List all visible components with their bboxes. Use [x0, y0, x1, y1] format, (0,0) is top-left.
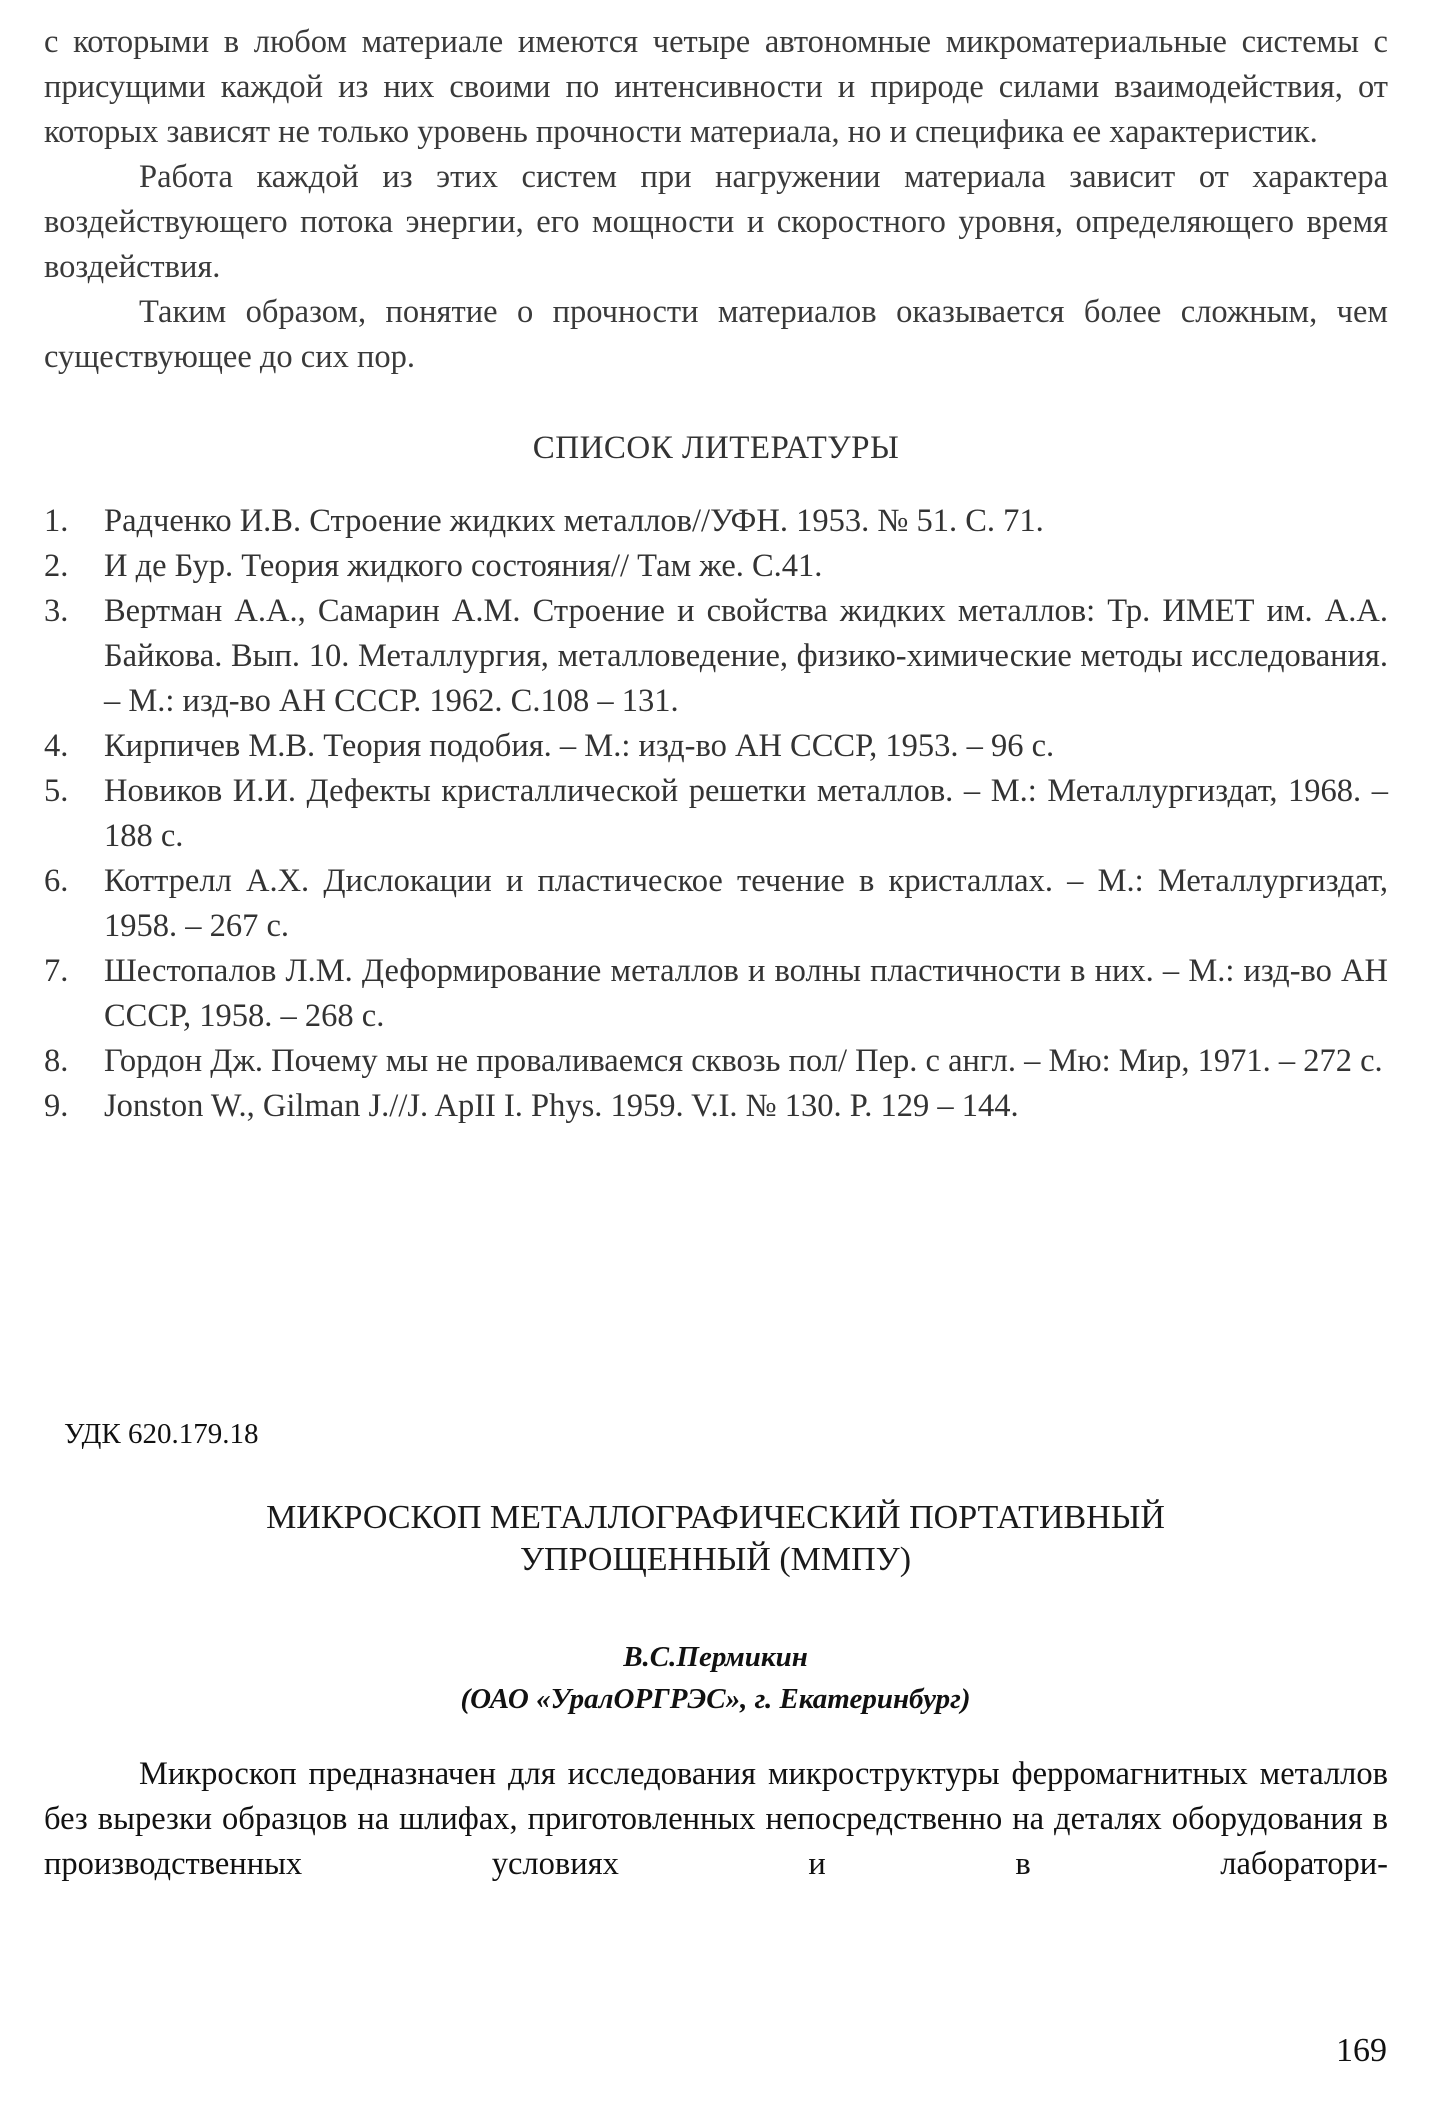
reference-item: [44, 499, 1388, 544]
body-paragraph-2: Работа каждой из этих систем при нагружении материала зависит от характера воздействующего потока энергии, его мощности и скоростного уровня, определяющего время воздействия.: [44, 159, 1388, 285]
reference-text: Шестопалов Л.М. Деформирование металлов и волны пластичности в них. – М.: изд-во АН СССР, 1958. – 268 с.: [104, 953, 1388, 1034]
reference-item: [44, 1039, 1388, 1084]
author-block: [0, 1636, 1431, 1720]
reference-text: Радченко И.В. Строение жидких металлов//УФН. 1953. № 51. С. 71.: [104, 503, 1044, 539]
reference-text: Гордон Дж. Почему мы не проваливаемся сквозь пол/ Пер. с англ. – Мю: Мир, 1971. – 272 с.: [104, 1043, 1383, 1079]
reference-item: [44, 949, 1388, 1039]
article-title-line-1: МИКРОСКОП МЕТАЛЛОГРАФИЧЕСКИЙ ПОРТАТИВНЫЙ: [266, 1499, 1165, 1536]
references-title: СПИСОК ЛИТЕРАТУРЫ: [532, 430, 900, 466]
reference-text: Jonston W., Gilman J.//J. ApII I. Phys. 1959. V.I. № 130. P. 129 – 144.: [104, 1088, 1019, 1124]
author-affiliation: (ОАО «УралОРГРЭС», г. Екатеринбург): [460, 1683, 971, 1715]
reference-number: 4.: [44, 728, 69, 764]
reference-item: [44, 1084, 1388, 1129]
reference-item: [44, 724, 1388, 769]
reference-text: И де Бур. Теория жидкого состояния// Там же. С.41.: [104, 548, 823, 584]
reference-number: 3.: [44, 593, 69, 629]
reference-number: 1.: [44, 503, 69, 539]
body-paragraph-1: с которыми в любом материале имеются четыре автономные микроматериальные системы с присущими каждой из них своими по интенсивности и природе силами взаимодействия, от которых зависят не только уровень прочности материала, но и специфика ее характеристик.: [44, 24, 1388, 150]
reference-item: [44, 544, 1388, 589]
article-intro-paragraph: Микроскоп предназначен для исследования микроструктуры ферромагнитных металлов без вырезки образцов на шлифах, приготовленных непосредственно на деталях оборудования в производственных условиях и в лаборатори-: [44, 1756, 1388, 1882]
reference-number: 8.: [44, 1043, 69, 1079]
reference-number: 5.: [44, 773, 69, 809]
page-number: 169: [1336, 2032, 1387, 2069]
udc-code: УДК 620.179.18: [64, 1418, 259, 1450]
page-body: [44, 20, 1388, 1129]
body-paragraph-3: Таким образом, понятие о прочности материалов оказывается более сложным, чем существующее до сих пор.: [44, 294, 1388, 375]
reference-text: Кирпичев М.В. Теория подобия. – М.: изд-во АН СССР, 1953. – 96 с.: [104, 728, 1055, 764]
author-name: В.С.Пермикин: [623, 1641, 808, 1673]
reference-number: 7.: [44, 953, 69, 989]
reference-number: 2.: [44, 548, 69, 584]
references-list: [44, 499, 1388, 1129]
reference-text: Коттрелл А.Х. Дислокации и пластическое течение в кристаллах. – М.: Металлургиздат, 1958. – 267 с.: [104, 863, 1388, 944]
reference-number: 6.: [44, 863, 69, 899]
reference-item: [44, 589, 1388, 724]
reference-text: Вертман А.А., Самарин А.М. Строение и свойства жидких металлов: Тр. ИМЕТ им. А.А. Байкова. Вып. 10. Металлургия, металловедение, физико-химические методы исследования. – М.: изд-во АН СССР. 1962. С.108 – 131.: [104, 593, 1388, 719]
reference-item: [44, 769, 1388, 859]
article-title-line-2: УПРОЩЕННЫЙ (ММПУ): [519, 1541, 912, 1578]
reference-number: 9.: [44, 1088, 69, 1124]
reference-text: Новиков И.И. Дефекты кристаллической решетки металлов. – М.: Металлургиздат, 1968. – 188 с.: [104, 773, 1388, 854]
article-title: [0, 1497, 1431, 1581]
reference-item: [44, 859, 1388, 949]
